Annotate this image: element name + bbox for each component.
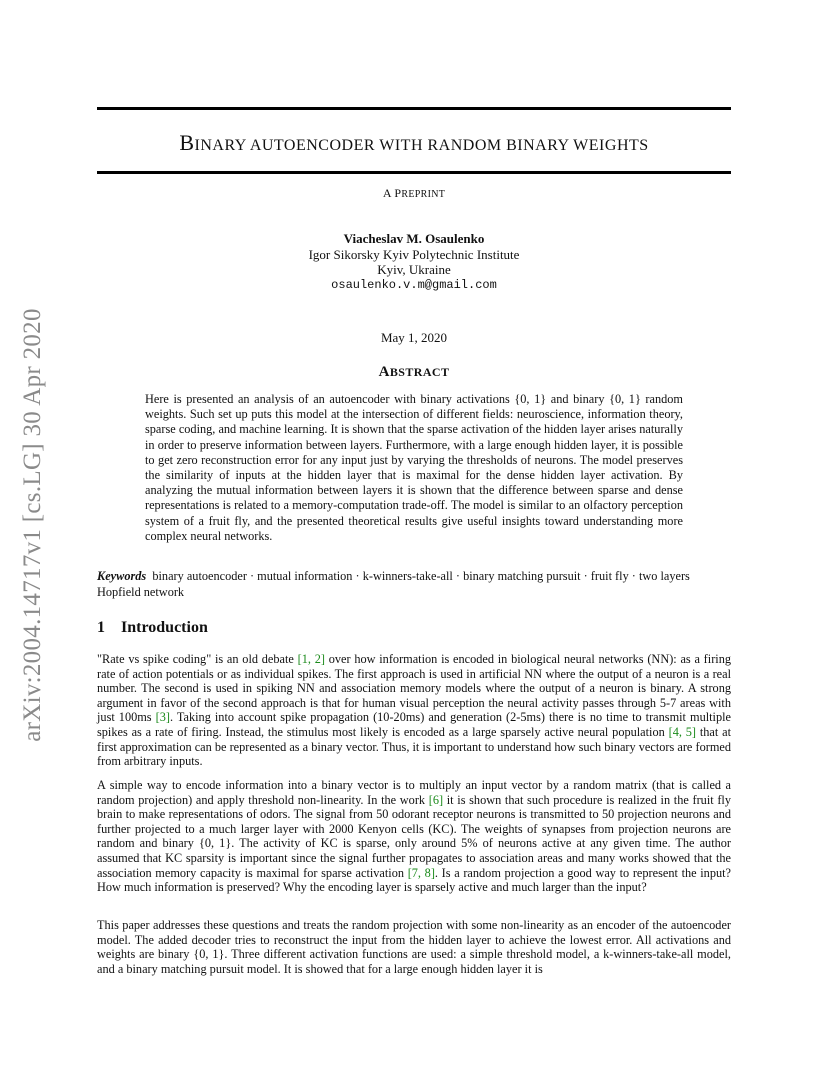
author-block [97,231,731,293]
intro-paragraph-3: This paper addresses these questions and treats the random projection with some non-linearity as an encoder of the autoencoder model. The added decoder tries to reconstruct the input from the hidden layer to achieve the lowest error. All activations and weights are binary {0, 1}. Three different activation functions are used: a simple threshold model, a k-winners-take-all model, and a binary matching pursuit model. It is showed that for a large enough hidden layer it is [97,918,731,976]
intro-paragraph-2 [97,778,731,895]
text-run: "Rate vs spike coding" is an old debate [97,652,298,666]
section-number: 1 [97,619,105,636]
preprint-label [97,186,731,201]
text-run: over how information is encoded in biological neural networks (NN): as a firing rate of action potentials or as individual spikes. The first approach is used in artificial NN where the output of a neuron is a real number. The second is used in spiking NN and association memory models where the output of a neuron is binary. A strong argument in favor of the second approach is that for human visual perception the neural activity passes through 5-7 areas with just 100ms [97,652,732,725]
abstract-heading-rest: BSTRACT [389,365,450,379]
section-title: Introduction [121,619,208,636]
abstract-text: Here is presented an analysis of an autoencoder with binary activations {0, 1} and binary {0, 1} random weights. Such set up puts this model at the intersection of different fields: neuroscience, information theory, sparse coding, and machine learning. It is shown that the sparse activation of the hidden layer arises naturally in order to preserve information between layers. Furthermore, with a large enough hidden layer, it is possible to get zero reconstruction error for any input just by varying the thresholds of neurons. The model preserves the similarity of inputs at the hidden layer that is maximal for the dense hidden layer activation. By analyzing the mutual information between layers it is shown that the difference between sparse and dense representations is related to a memory-computation trade-off. The model is similar to an olfactory perception system of a fruit fly, and the presented theoretical results give useful insights toward understanding more complex neural networks. [145,392,683,543]
abstract-heading-initial: A [378,364,390,380]
intro-paragraph-1 [97,652,731,769]
text-run: it is shown that such procedure is realized in the fruit fly brain to make representations of odors. The signal from 50 odorant receptor neurons is transmitted to 50 projection neurons and further projected to a much larger layer with 2000 Kenyon cells (KC). The weights of synapses from projection neurons are random and binary {0, 1}. The activity of KC is sparse, only around 5% of neurons active at any given time. The author assumed that KC sparsity is important since the signal further propagates to association areas and many works showed that the association memory capacity is maximal for sparse activation [97,792,731,880]
title-rest: INARY AUTOENCODER WITH RANDOM BINARY WEIGHTS [194,137,649,154]
abstract-heading [97,364,731,381]
author-affiliation: Igor Sikorsky Kyiv Polytechnic Institute [308,246,520,262]
author-location: Kyiv, Ukraine [377,262,451,277]
paper-title [97,129,731,160]
title-rule-top [97,107,731,110]
section-heading [97,619,731,637]
citation-link[interactable]: [4, 5] [668,724,697,739]
arxiv-stamp: arXiv:2004.14717v1 [cs.LG] 30 Apr 2020 [19,308,46,742]
citation-link[interactable]: [6] [428,792,444,807]
paper-date: May 1, 2020 [380,330,448,345]
text-run: . Taking into account spike propagation (10-20ms) and generation (2-5ms) there is no time to transmit multiple spikes as a rate of firing. Instead, the stimulus most likely is encoded as a large sparsely active neural population [97,710,731,739]
title-initial: B [179,130,195,155]
citation-link[interactable]: [7, 8] [407,865,435,880]
author-name: Viacheslav M. Osaulenko [343,231,485,246]
text-run: . Is a random projection a good way to represent the input? How much information is preserved? Why the encoding layer is sparsely active and much larger than the input? [97,865,731,895]
keywords-label: Keywords [97,569,147,583]
author-email: osaulenko.v.m@gmail.com [331,277,497,292]
keywords [97,569,731,600]
preprint-rest: REPRINT [401,189,446,200]
citation-link[interactable]: [3] [155,710,170,725]
keywords-text: binary autoencoder · mutual information · k-winners-take-all · binary matching pursuit · fruit fly · two layers Hopfield network [97,569,690,599]
title-rule-bottom [97,171,731,174]
text-run: that at first approximation can be represented as a binary vector. Thus, it is important to understand how such binary vectors are formed from arbitrary inputs. [97,724,731,769]
preprint-initial: A P [382,186,402,200]
text-run: A simple way to encode information into a binary vector is to multiply an input vector by a random matrix (that is called a random projection) and apply threshold non-linearity. In the work [97,778,731,807]
citation-link[interactable]: [1, 2] [297,652,325,666]
